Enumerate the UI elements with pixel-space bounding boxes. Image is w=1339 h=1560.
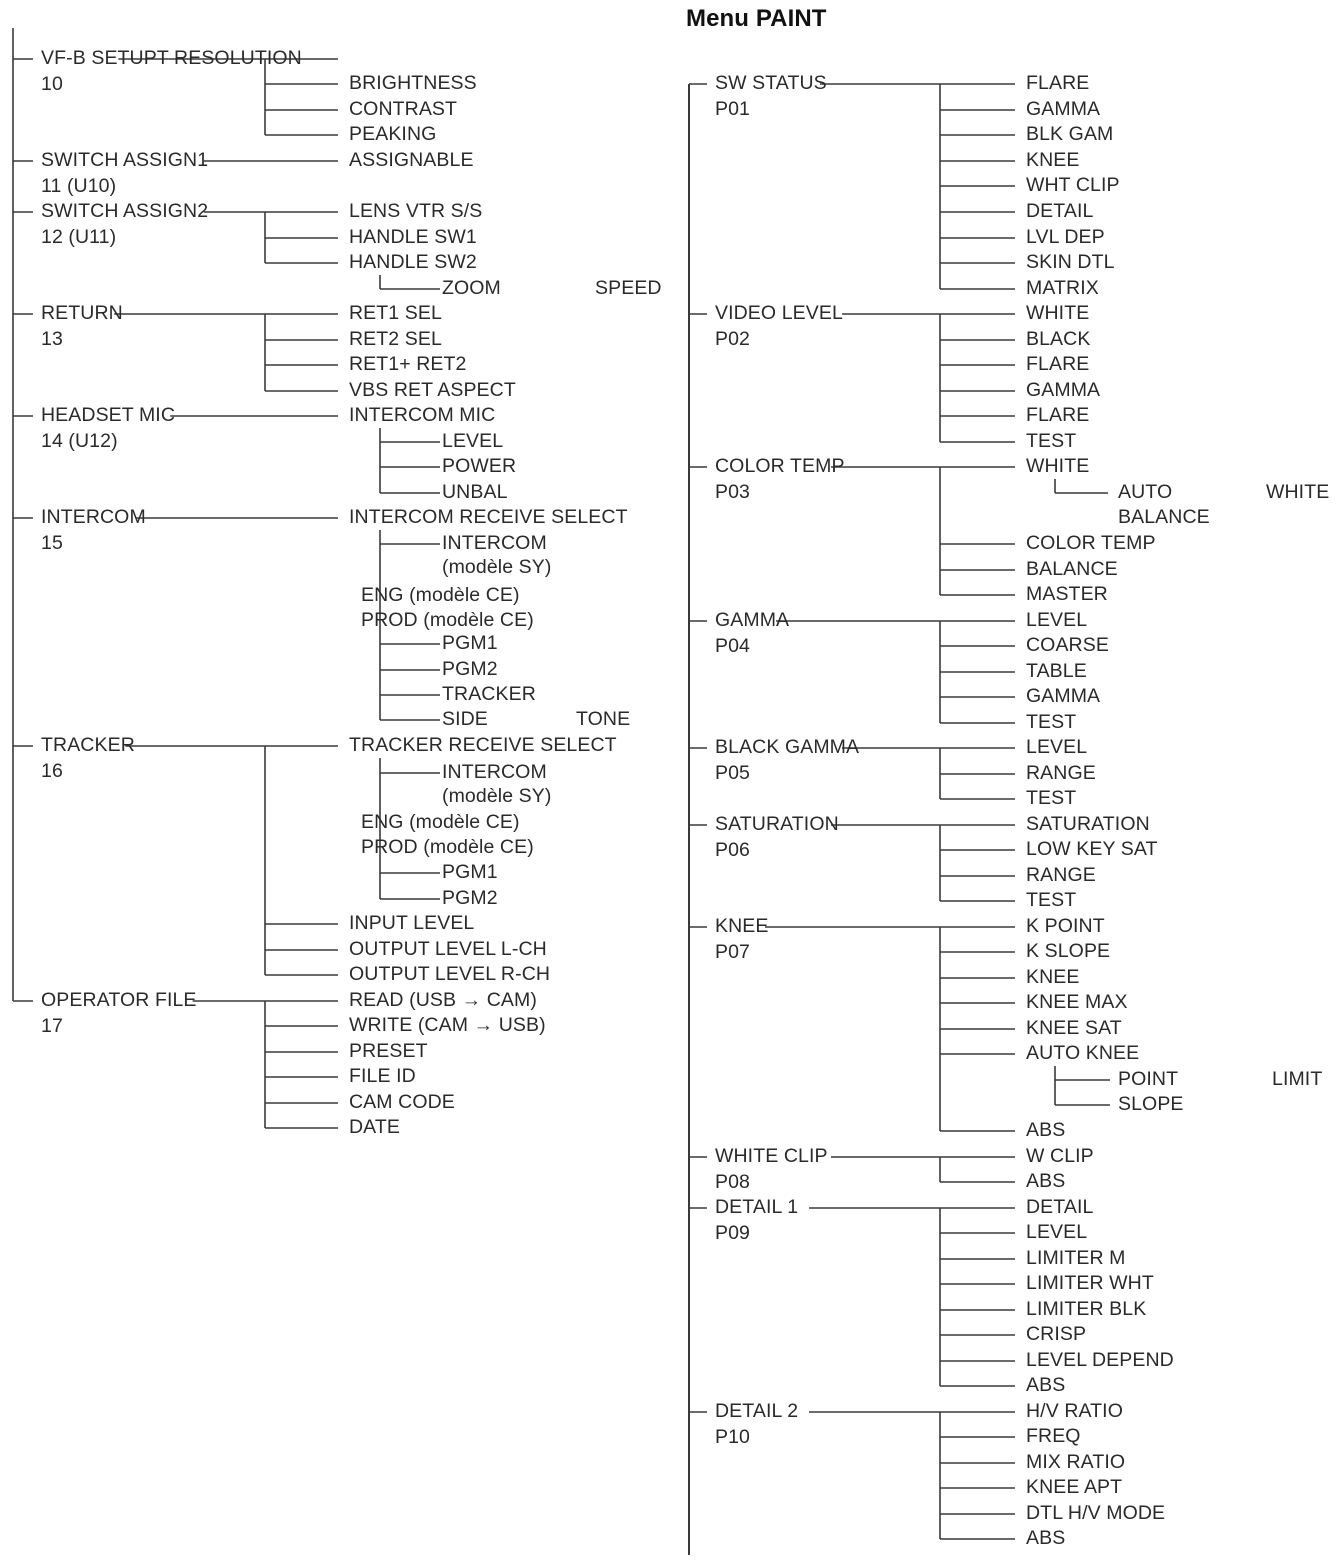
left-child-label: PRESET	[349, 1040, 428, 1062]
right-node-code: P06	[715, 839, 750, 861]
left-node-code: 11 (U10)	[41, 175, 117, 197]
left-sub-label: (modèle SY)	[442, 785, 552, 807]
left-child-label: CONTRAST	[349, 98, 458, 120]
left-sub-label: PGM1	[442, 861, 498, 883]
left-child-label: ASSIGNABLE	[349, 149, 474, 171]
right-child-label: FLARE	[1026, 353, 1090, 375]
right-node-name: SATURATION	[715, 813, 839, 835]
left-node-code: 17	[41, 1015, 63, 1037]
right-sub-label: WHITE	[1266, 481, 1330, 503]
right-node-code: P09	[715, 1222, 750, 1244]
left-sub-label: TRACKER	[442, 683, 536, 705]
left-sub-label: POWER	[442, 455, 517, 477]
left-node-name: SWITCH ASSIGN2	[41, 200, 209, 222]
right-sub-label: AUTO	[1118, 481, 1173, 503]
right-child-label: ABS	[1026, 1170, 1066, 1192]
left-child-label: HANDLE SW1	[349, 226, 477, 248]
right-child-label: TEST	[1026, 711, 1077, 733]
left-node-name: RETURN	[41, 302, 123, 324]
right-node-code: P07	[715, 941, 750, 963]
right-node-code: P05	[715, 762, 750, 784]
right-node-code: P08	[715, 1171, 750, 1193]
right-node-name: DETAIL 2	[715, 1400, 799, 1422]
page-title: Menu PAINT	[686, 5, 827, 32]
left-node-name: TRACKER	[41, 734, 135, 756]
right-child-label: BLK GAM	[1026, 123, 1114, 145]
right-child-label: RANGE	[1026, 762, 1096, 784]
right-child-label: ABS	[1026, 1119, 1066, 1141]
left-sub-label: ENG (modèle CE)	[361, 584, 520, 606]
right-child-label: KNEE MAX	[1026, 991, 1128, 1013]
left-sub-suffix: SPEED	[595, 277, 662, 299]
right-node-name: SW STATUS	[715, 72, 827, 94]
left-node-name: INTERCOM	[41, 506, 146, 528]
right-child-label: ABS	[1026, 1374, 1066, 1396]
right-child-label: MATRIX	[1026, 277, 1099, 299]
left-sub-label: PGM2	[442, 887, 498, 909]
right-child-label: GAMMA	[1026, 98, 1101, 120]
right-child-label: DETAIL	[1026, 200, 1094, 222]
right-child-label: WHT CLIP	[1026, 174, 1120, 196]
left-child-label: BRIGHTNESS	[349, 72, 477, 94]
left-child-label: INTERCOM RECEIVE SELECT	[349, 506, 628, 528]
left-child-label: HANDLE SW2	[349, 251, 477, 273]
right-child-label: LIMITER BLK	[1026, 1298, 1147, 1320]
left-child-label: VBS RET ASPECT	[349, 379, 516, 401]
left-sub-label: PGM1	[442, 632, 498, 654]
left-child-label: INTERCOM MIC	[349, 404, 496, 426]
left-node-code: 16	[41, 760, 63, 782]
left-sub-label: SIDE	[442, 708, 488, 730]
left-child-label: DATE	[349, 1116, 400, 1138]
left-child-label: OUTPUT LEVEL L-CH	[349, 938, 547, 960]
left-child-label: READ (USB → CAM)	[349, 989, 537, 1011]
left-node-code: 12 (U11)	[41, 226, 117, 248]
left-child-label: OUTPUT LEVEL R-CH	[349, 963, 551, 985]
right-node-code: P03	[715, 481, 750, 503]
right-child-label: SATURATION	[1026, 813, 1150, 835]
right-node-name: VIDEO LEVEL	[715, 302, 843, 324]
left-child-label: PEAKING	[349, 123, 437, 145]
right-child-label: W CLIP	[1026, 1145, 1094, 1167]
right-child-label: CRISP	[1026, 1323, 1087, 1345]
right-child-label: LEVEL	[1026, 1221, 1088, 1243]
right-node-name: GAMMA	[715, 609, 790, 631]
right-child-label: K POINT	[1026, 915, 1105, 937]
right-child-label: TEST	[1026, 889, 1077, 911]
right-child-label: KNEE	[1026, 149, 1080, 171]
right-child-label: TEST	[1026, 430, 1077, 452]
left-child-label: LENS VTR S/S	[349, 200, 483, 222]
right-sub-label: SLOPE	[1118, 1093, 1184, 1115]
right-child-label: DETAIL	[1026, 1196, 1094, 1218]
right-child-label: DTL H/V MODE	[1026, 1502, 1166, 1524]
left-node-name: VF-B SETUPT RESOLUTION	[41, 47, 302, 69]
left-sub-label: INTERCOM	[442, 761, 547, 783]
left-sub-label: PROD (modèle CE)	[361, 836, 534, 858]
left-child-label: WRITE (CAM → USB)	[349, 1014, 546, 1036]
right-child-label: LIMITER M	[1026, 1247, 1126, 1269]
right-child-label: LEVEL	[1026, 609, 1088, 631]
right-child-label: GAMMA	[1026, 379, 1101, 401]
right-sub-label: BALANCE	[1118, 506, 1210, 528]
left-sub-label: (modèle SY)	[442, 556, 552, 578]
left-sub-suffix: TONE	[576, 708, 631, 730]
right-child-label: LOW KEY SAT	[1026, 838, 1158, 860]
right-node-code: P04	[715, 635, 750, 657]
right-child-label: ABS	[1026, 1527, 1066, 1549]
left-sub-label: UNBAL	[442, 481, 508, 503]
right-child-label: LEVEL	[1026, 736, 1088, 758]
right-child-label: MASTER	[1026, 583, 1108, 605]
right-node-name: WHITE CLIP	[715, 1145, 828, 1167]
right-child-label: WHITE	[1026, 455, 1090, 477]
right-child-label: RANGE	[1026, 864, 1096, 886]
right-node-name: DETAIL 1	[715, 1196, 799, 1218]
left-node-code: 14 (U12)	[41, 430, 118, 452]
left-node-code: 15	[41, 532, 63, 554]
right-child-label: K SLOPE	[1026, 940, 1111, 962]
left-node-name: SWITCH ASSIGN1	[41, 149, 209, 171]
left-child-label: RET1+ RET2	[349, 353, 467, 375]
left-child-label: RET1 SEL	[349, 302, 442, 324]
right-child-label: WHITE	[1026, 302, 1090, 324]
left-child-label: INPUT LEVEL	[349, 912, 475, 934]
right-child-label: COLOR TEMP	[1026, 532, 1156, 554]
right-child-label: COARSE	[1026, 634, 1109, 656]
left-sub-label: INTERCOM	[442, 532, 547, 554]
right-child-label: KNEE	[1026, 966, 1080, 988]
left-sub-label: ENG (modèle CE)	[361, 811, 520, 833]
right-sub-label: LIMIT	[1272, 1068, 1323, 1090]
left-node-code: 10	[41, 73, 63, 95]
right-child-label: BALANCE	[1026, 558, 1118, 580]
right-child-label: H/V RATIO	[1026, 1400, 1123, 1422]
left-sub-label: PROD (modèle CE)	[361, 609, 534, 631]
right-node-name: KNEE	[715, 915, 769, 937]
right-child-label: FREQ	[1026, 1425, 1081, 1447]
right-child-label: LVL DEP	[1026, 226, 1105, 248]
left-node-code: 13	[41, 328, 63, 350]
right-child-label: BLACK	[1026, 328, 1091, 350]
right-child-label: SKIN DTL	[1026, 251, 1115, 273]
right-child-label: FLARE	[1026, 404, 1090, 426]
right-child-label: TABLE	[1026, 660, 1087, 682]
left-sub-label: ZOOM	[442, 277, 501, 299]
right-child-label: AUTO KNEE	[1026, 1042, 1140, 1064]
right-node-code: P01	[715, 98, 750, 120]
left-node-name: HEADSET MIC	[41, 404, 176, 426]
right-child-label: KNEE SAT	[1026, 1017, 1122, 1039]
right-node-name: COLOR TEMP	[715, 455, 845, 477]
right-node-code: P02	[715, 328, 750, 350]
right-child-label: FLARE	[1026, 72, 1090, 94]
right-node-code: P10	[715, 1426, 750, 1448]
right-child-label: MIX RATIO	[1026, 1451, 1126, 1473]
left-child-label: RET2 SEL	[349, 328, 442, 350]
right-child-label: LEVEL DEPEND	[1026, 1349, 1174, 1371]
left-sub-label: PGM2	[442, 658, 498, 680]
right-child-label: TEST	[1026, 787, 1077, 809]
right-child-label: LIMITER WHT	[1026, 1272, 1154, 1294]
left-child-label: FILE ID	[349, 1065, 416, 1087]
right-child-label: KNEE APT	[1026, 1476, 1123, 1498]
right-sub-label: POINT	[1118, 1068, 1179, 1090]
left-node-name: OPERATOR FILE	[41, 989, 197, 1011]
left-child-label: TRACKER RECEIVE SELECT	[349, 734, 617, 756]
left-sub-label: LEVEL	[442, 430, 504, 452]
left-child-label: CAM CODE	[349, 1091, 455, 1113]
right-node-name: BLACK GAMMA	[715, 736, 860, 758]
right-child-label: GAMMA	[1026, 685, 1101, 707]
